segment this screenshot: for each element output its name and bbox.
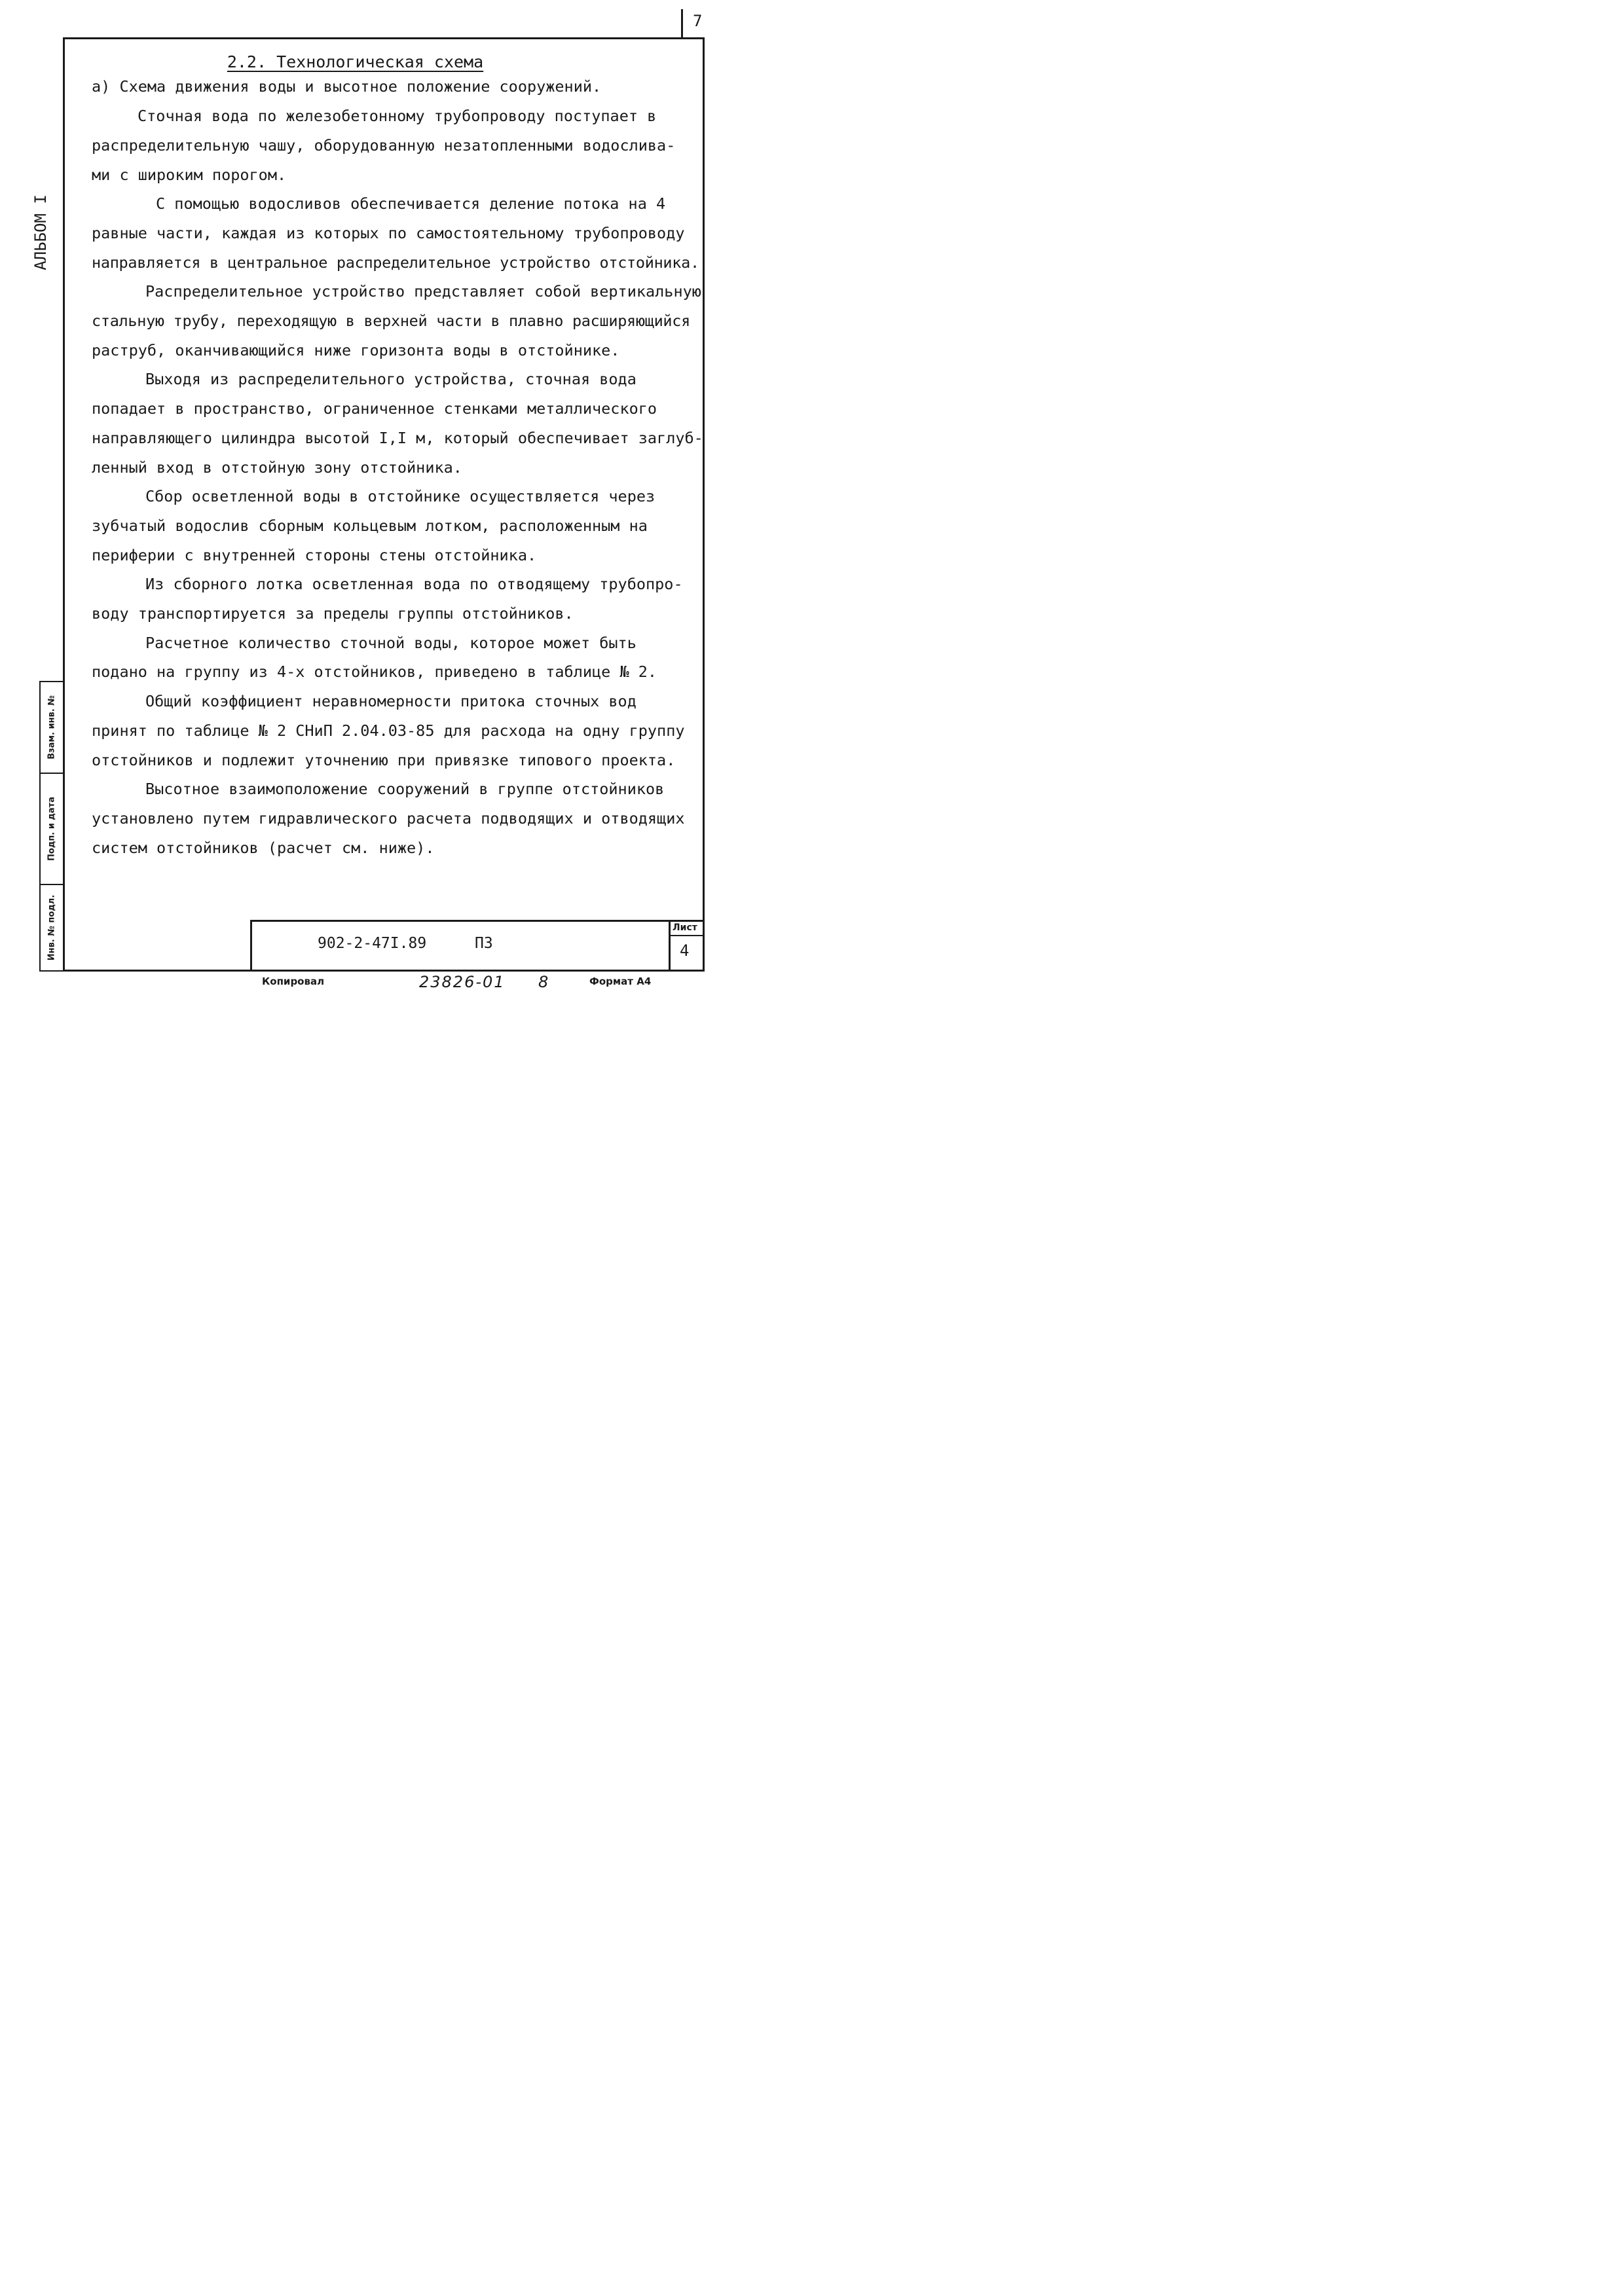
sheet-number: 4 xyxy=(680,941,690,960)
document-code: 902-2-47I.89 xyxy=(318,935,427,952)
stamp-podp-data: Подп. и дата xyxy=(41,774,63,885)
text-line: принят по таблице № 2 СНиП 2.04.03-85 для расхода на одну группу xyxy=(92,721,685,740)
text-line: Общий коэффициент неравномерности притока сточных вод xyxy=(145,692,637,710)
text-line: воду транспортируется за пределы группы отстойников. xyxy=(92,604,574,623)
text-line: Сбор осветленной воды в отстойнике осуществляется через xyxy=(145,487,655,505)
text-line: зубчатый водослив сборным кольцевым лотком, расположенным на xyxy=(92,517,648,535)
text-line: установлено путем гидравлического расчета подводящих и отводящих xyxy=(92,809,685,828)
text-line: равные части, каждая из которых по самостоятельному трубопроводу xyxy=(92,224,685,242)
text-line: ми с широким порогом. xyxy=(92,166,287,184)
footer-handwritten-number: 23826-01 xyxy=(419,973,506,991)
text-line: Расчетное количество сточной воды, которое может быть xyxy=(145,634,637,652)
text-line: попадает в пространство, ограниченное стенками металлического xyxy=(92,399,657,418)
stamp-vzam-inv: Взам. инв. № xyxy=(41,682,63,774)
footer-format: Формат А4 xyxy=(589,975,652,987)
section-title: 2.2. Технологическая схема xyxy=(227,52,484,71)
sheet-label: Лист xyxy=(673,922,697,933)
text-line: систем отстойников (расчет см. ниже). xyxy=(92,839,435,857)
text-line: периферии с внутренней стороны стены отстойника. xyxy=(92,546,537,564)
text-line: Из сборного лотка осветленная вода по отводящему трубопро- xyxy=(145,575,683,593)
text-line: Выходя из распределительного устройства, сточная вода xyxy=(145,370,637,388)
text-line: С помощью водосливов обеспечивается деление потока на 4 xyxy=(156,194,666,213)
page-number: 7 xyxy=(693,12,703,30)
title-block-sheet-rule xyxy=(669,935,705,936)
text-line: направляющего цилиндра высотой I,I м, который обеспечивает заглуб- xyxy=(92,429,703,447)
text-line: направляется в центральное распределительное устройство отстойника. xyxy=(92,253,699,272)
page-number-marker xyxy=(681,9,683,37)
text-line: стальную трубу, переходящую в верхней части в плавно расширяющийся xyxy=(92,312,690,330)
text-line: а) Схема движения воды и высотное положение сооружений. xyxy=(92,77,602,96)
title-block-divider xyxy=(669,920,671,972)
stamp-inv-podl: Инв. № подл. xyxy=(46,894,57,961)
text-line: Высотное взаимоположение сооружений в группе отстойников xyxy=(145,780,665,798)
text-line: распределительную чашу, оборудованную незатопленными водослива- xyxy=(92,136,676,155)
footer-handwritten-mark: 8 xyxy=(538,973,550,991)
text-line: Распределительное устройство представляет собой вертикальную xyxy=(145,282,701,301)
side-stamp xyxy=(39,681,63,972)
text-line: ленный вход в отстойную зону отстойника. xyxy=(92,458,462,477)
text-line: подано на группу из 4-х отстойников, приведено в таблице № 2. xyxy=(92,663,657,681)
document-type: ПЗ xyxy=(475,935,493,952)
text-line: Сточная вода по железобетонному трубопроводу поступает в xyxy=(138,107,657,125)
text-line: раструб, оканчивающийся ниже горизонта воды в отстойнике. xyxy=(92,341,620,359)
album-label: АЛЬБОМ I xyxy=(31,194,50,270)
text-line: отстойников и подлежит уточнению при привязке типового проекта. xyxy=(92,751,676,769)
footer-copied: Копировал xyxy=(262,975,325,987)
